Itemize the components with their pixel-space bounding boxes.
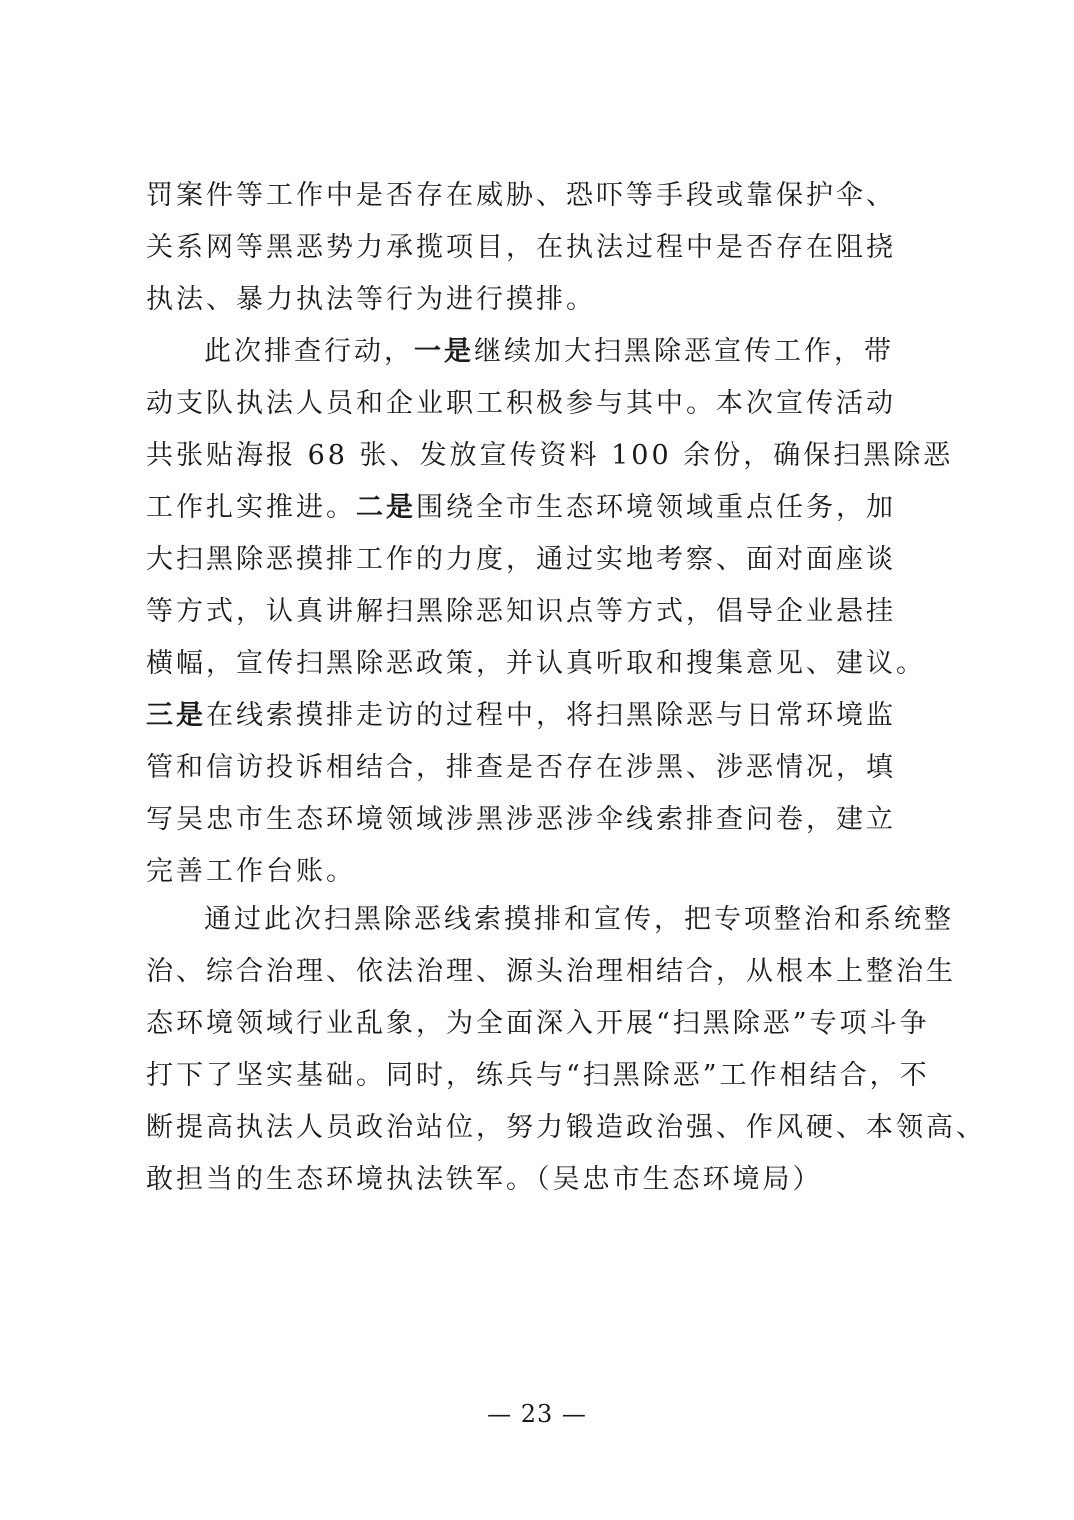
paragraph-continuation: [146, 170, 946, 326]
text-line: 态环境领域行业乱象，为全面深入开展“扫黑除恶”专项斗争: [146, 1008, 930, 1039]
emphasis-second: 二是: [356, 492, 416, 523]
text-line: 等方式，认真讲解扫黑除恶知识点等方式，倡导企业悬挂: [146, 596, 896, 627]
text-segment: 工作扎实推进。: [146, 492, 356, 523]
text-line: [146, 326, 946, 378]
text-line: 断提高执法人员政治站位，努力锻造政治强、作风硬、本领高、: [146, 1112, 986, 1143]
text-line: [146, 690, 946, 742]
text-line: 治、综合治理、依法治理、源头治理相结合，从根本上整治生: [146, 956, 956, 987]
text-line: 共张贴海报 68 张、发放宣传资料 100 余份，确保扫黑除恶: [146, 440, 954, 471]
text-segment: 继续加大扫黑除恶宣传工作，带: [474, 336, 894, 367]
text-line: 大扫黑除恶摸排工作的力度，通过实地考察、面对面座谈: [146, 544, 896, 575]
page-number: — 23 —: [487, 1400, 587, 1428]
text-segment: 在线索摸排走访的过程中，将扫黑除恶与日常环境监: [206, 700, 896, 731]
text-line: 关系网等黑恶势力承揽项目，在执法过程中是否存在阻挠: [146, 232, 896, 263]
text-line: 完善工作台账。: [146, 856, 356, 887]
text-line: 通过此次扫黑除恶线索摸排和宣传，把专项整治和系统整: [204, 904, 954, 935]
text-line: 管和信访投诉相结合，排查是否存在涉黑、涉恶情况，填: [146, 752, 896, 783]
text-line: 动支队执法人员和企业职工积极参与其中。本次宣传活动: [146, 388, 896, 419]
paragraph-conclusion: [146, 894, 986, 1206]
text-line: 打下了坚实基础。同时，练兵与“扫黑除恶”工作相结合，不: [146, 1060, 930, 1091]
text-line: 横幅，宣传扫黑除恶政策，并认真听取和搜集意见、建议。: [146, 648, 926, 679]
text-line: 执法、暴力执法等行为进行摸排。: [146, 284, 596, 315]
text-line: 写吴忠市生态环境领域涉黑涉恶涉伞线索排查问卷，建立: [146, 804, 896, 835]
text-segment: 此次排查行动，: [204, 336, 414, 367]
paragraph-actions: [146, 326, 954, 898]
text-line: 罚案件等工作中是否存在威胁、恐吓等手段或靠保护伞、: [146, 180, 896, 211]
text-line: 敢担当的生态环境执法铁军。（吴忠市生态环境局）: [146, 1164, 823, 1195]
text-segment: 围绕全市生态环境领域重点任务，加: [416, 492, 896, 523]
emphasis-third: 三是: [146, 700, 206, 731]
emphasis-first: 一是: [414, 336, 474, 367]
text-line: [146, 482, 946, 534]
